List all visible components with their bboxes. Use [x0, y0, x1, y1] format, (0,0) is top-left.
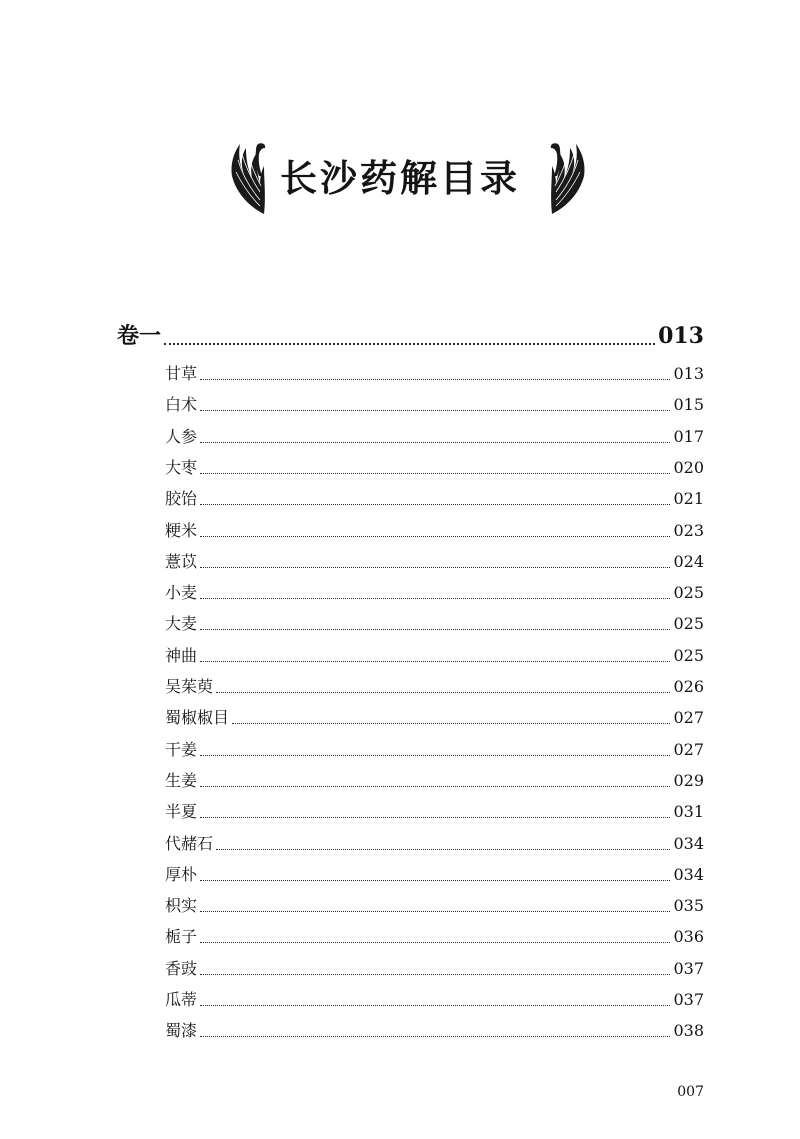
toc-entry-page-number: 035 [673, 896, 704, 916]
toc-entry[interactable] [165, 769, 704, 793]
toc-entry[interactable] [165, 894, 704, 918]
dot-leader [200, 473, 670, 474]
toc-entry-page-number: 038 [673, 1021, 704, 1041]
toc-chapter-entry[interactable] [117, 318, 704, 354]
dot-leader [164, 343, 655, 345]
toc-entry-label: 瓜蒂 [165, 990, 198, 1009]
page-number: 007 [677, 1084, 704, 1100]
dot-leader [200, 1036, 670, 1037]
crane-ornament-right-icon [548, 140, 588, 216]
toc-entry-label: 薏苡 [165, 551, 198, 571]
toc-entry-page-number: 025 [673, 614, 704, 634]
toc-entry-page-number: 027 [673, 739, 704, 759]
dot-leader [200, 661, 670, 662]
page-title: 长沙药解目录 [280, 156, 520, 200]
dot-leader [232, 723, 670, 724]
toc-entry-page-number: 037 [673, 990, 704, 1009]
dot-leader [200, 911, 670, 912]
toc-entry[interactable] [165, 675, 704, 699]
toc-entry-label: 小麦 [165, 583, 198, 603]
toc-entry-label: 半夏 [165, 802, 198, 822]
toc-entry[interactable] [165, 425, 704, 449]
dot-leader [200, 567, 670, 568]
toc-entry-page-number: 037 [673, 958, 704, 978]
toc-entry[interactable] [165, 456, 704, 480]
toc-entry-label: 胶饴 [165, 489, 198, 509]
toc-entry-page-number: 021 [673, 489, 704, 509]
toc-entry-page-number: 029 [673, 770, 704, 790]
toc-entry-page-number: 026 [673, 677, 704, 696]
dot-leader [200, 974, 670, 975]
toc-entry-label: 代赭石 [165, 833, 214, 853]
dot-leader [200, 442, 670, 443]
toc-entry[interactable] [165, 738, 704, 762]
dot-leader [200, 536, 670, 537]
toc-entry[interactable] [165, 644, 704, 668]
dot-leader [200, 817, 670, 818]
toc-entry[interactable] [165, 832, 704, 856]
dot-leader [200, 598, 670, 599]
chapter-page-number: 013 [658, 323, 704, 349]
dot-leader [200, 504, 670, 505]
toc-entry-page-number: 031 [673, 802, 704, 822]
toc-entry-page-number: 027 [673, 708, 704, 728]
dot-leader [200, 410, 670, 411]
toc-entry[interactable] [165, 550, 704, 574]
toc-entry-page-number: 024 [673, 551, 704, 571]
toc-entry-label: 人参 [165, 426, 198, 446]
toc-entry-label: 干姜 [165, 739, 198, 759]
toc-entry-label: 神曲 [165, 645, 198, 665]
dot-leader [200, 629, 670, 630]
toc-entry-label: 蜀椒椒目 [165, 708, 230, 728]
toc-entry[interactable] [165, 1019, 704, 1043]
toc-entry-page-number: 020 [673, 457, 704, 477]
toc-entry-page-number: 034 [673, 864, 704, 884]
toc-entry-page-number: 034 [673, 833, 704, 853]
toc-entry-label: 甘草 [165, 364, 198, 383]
dot-leader [200, 942, 670, 943]
toc-entry-page-number: 017 [673, 426, 704, 446]
toc-entry[interactable] [165, 800, 704, 824]
dot-leader [216, 692, 670, 693]
toc-entry-page-number: 015 [673, 395, 704, 415]
toc-entry-label: 栀子 [165, 927, 198, 947]
toc-entry-page-number: 025 [673, 583, 704, 603]
toc-entry[interactable] [165, 863, 704, 887]
dot-leader [200, 1005, 670, 1006]
toc-entry[interactable] [165, 612, 704, 636]
toc-entry[interactable] [165, 519, 704, 543]
dot-leader [200, 755, 670, 756]
toc-entry-label: 蜀漆 [165, 1021, 198, 1041]
toc-entry-page-number: 025 [673, 645, 704, 665]
chapter-label: 卷一 [117, 323, 162, 349]
dot-leader [200, 379, 670, 380]
toc-entry[interactable] [165, 957, 704, 981]
toc-entry-label: 生姜 [165, 770, 198, 790]
toc-entry-page-number: 023 [673, 520, 704, 540]
toc-entry-label: 枳实 [165, 896, 198, 916]
toc-entry-page-number: 036 [673, 927, 704, 947]
toc-entry[interactable] [165, 925, 704, 949]
dot-leader [200, 786, 670, 787]
toc-entry[interactable] [165, 362, 704, 386]
toc-entry-label: 吴茱萸 [165, 677, 214, 696]
title-banner [0, 140, 800, 216]
toc-entry-label: 厚朴 [165, 864, 198, 884]
dot-leader [216, 849, 670, 850]
toc-entry-label: 大枣 [165, 457, 198, 477]
toc-entry-page-number: 013 [673, 364, 704, 383]
toc-entry-label: 大麦 [165, 614, 198, 634]
toc-entry-label: 粳米 [165, 520, 198, 540]
toc-entry-label: 香豉 [165, 958, 198, 978]
dot-leader [200, 880, 670, 881]
toc-entry[interactable] [165, 487, 704, 511]
toc-entry[interactable] [165, 581, 704, 605]
toc-entry[interactable] [165, 988, 704, 1012]
toc-entry[interactable] [165, 706, 704, 730]
toc-entry-label: 白术 [165, 395, 198, 415]
toc-entry[interactable] [165, 393, 704, 417]
